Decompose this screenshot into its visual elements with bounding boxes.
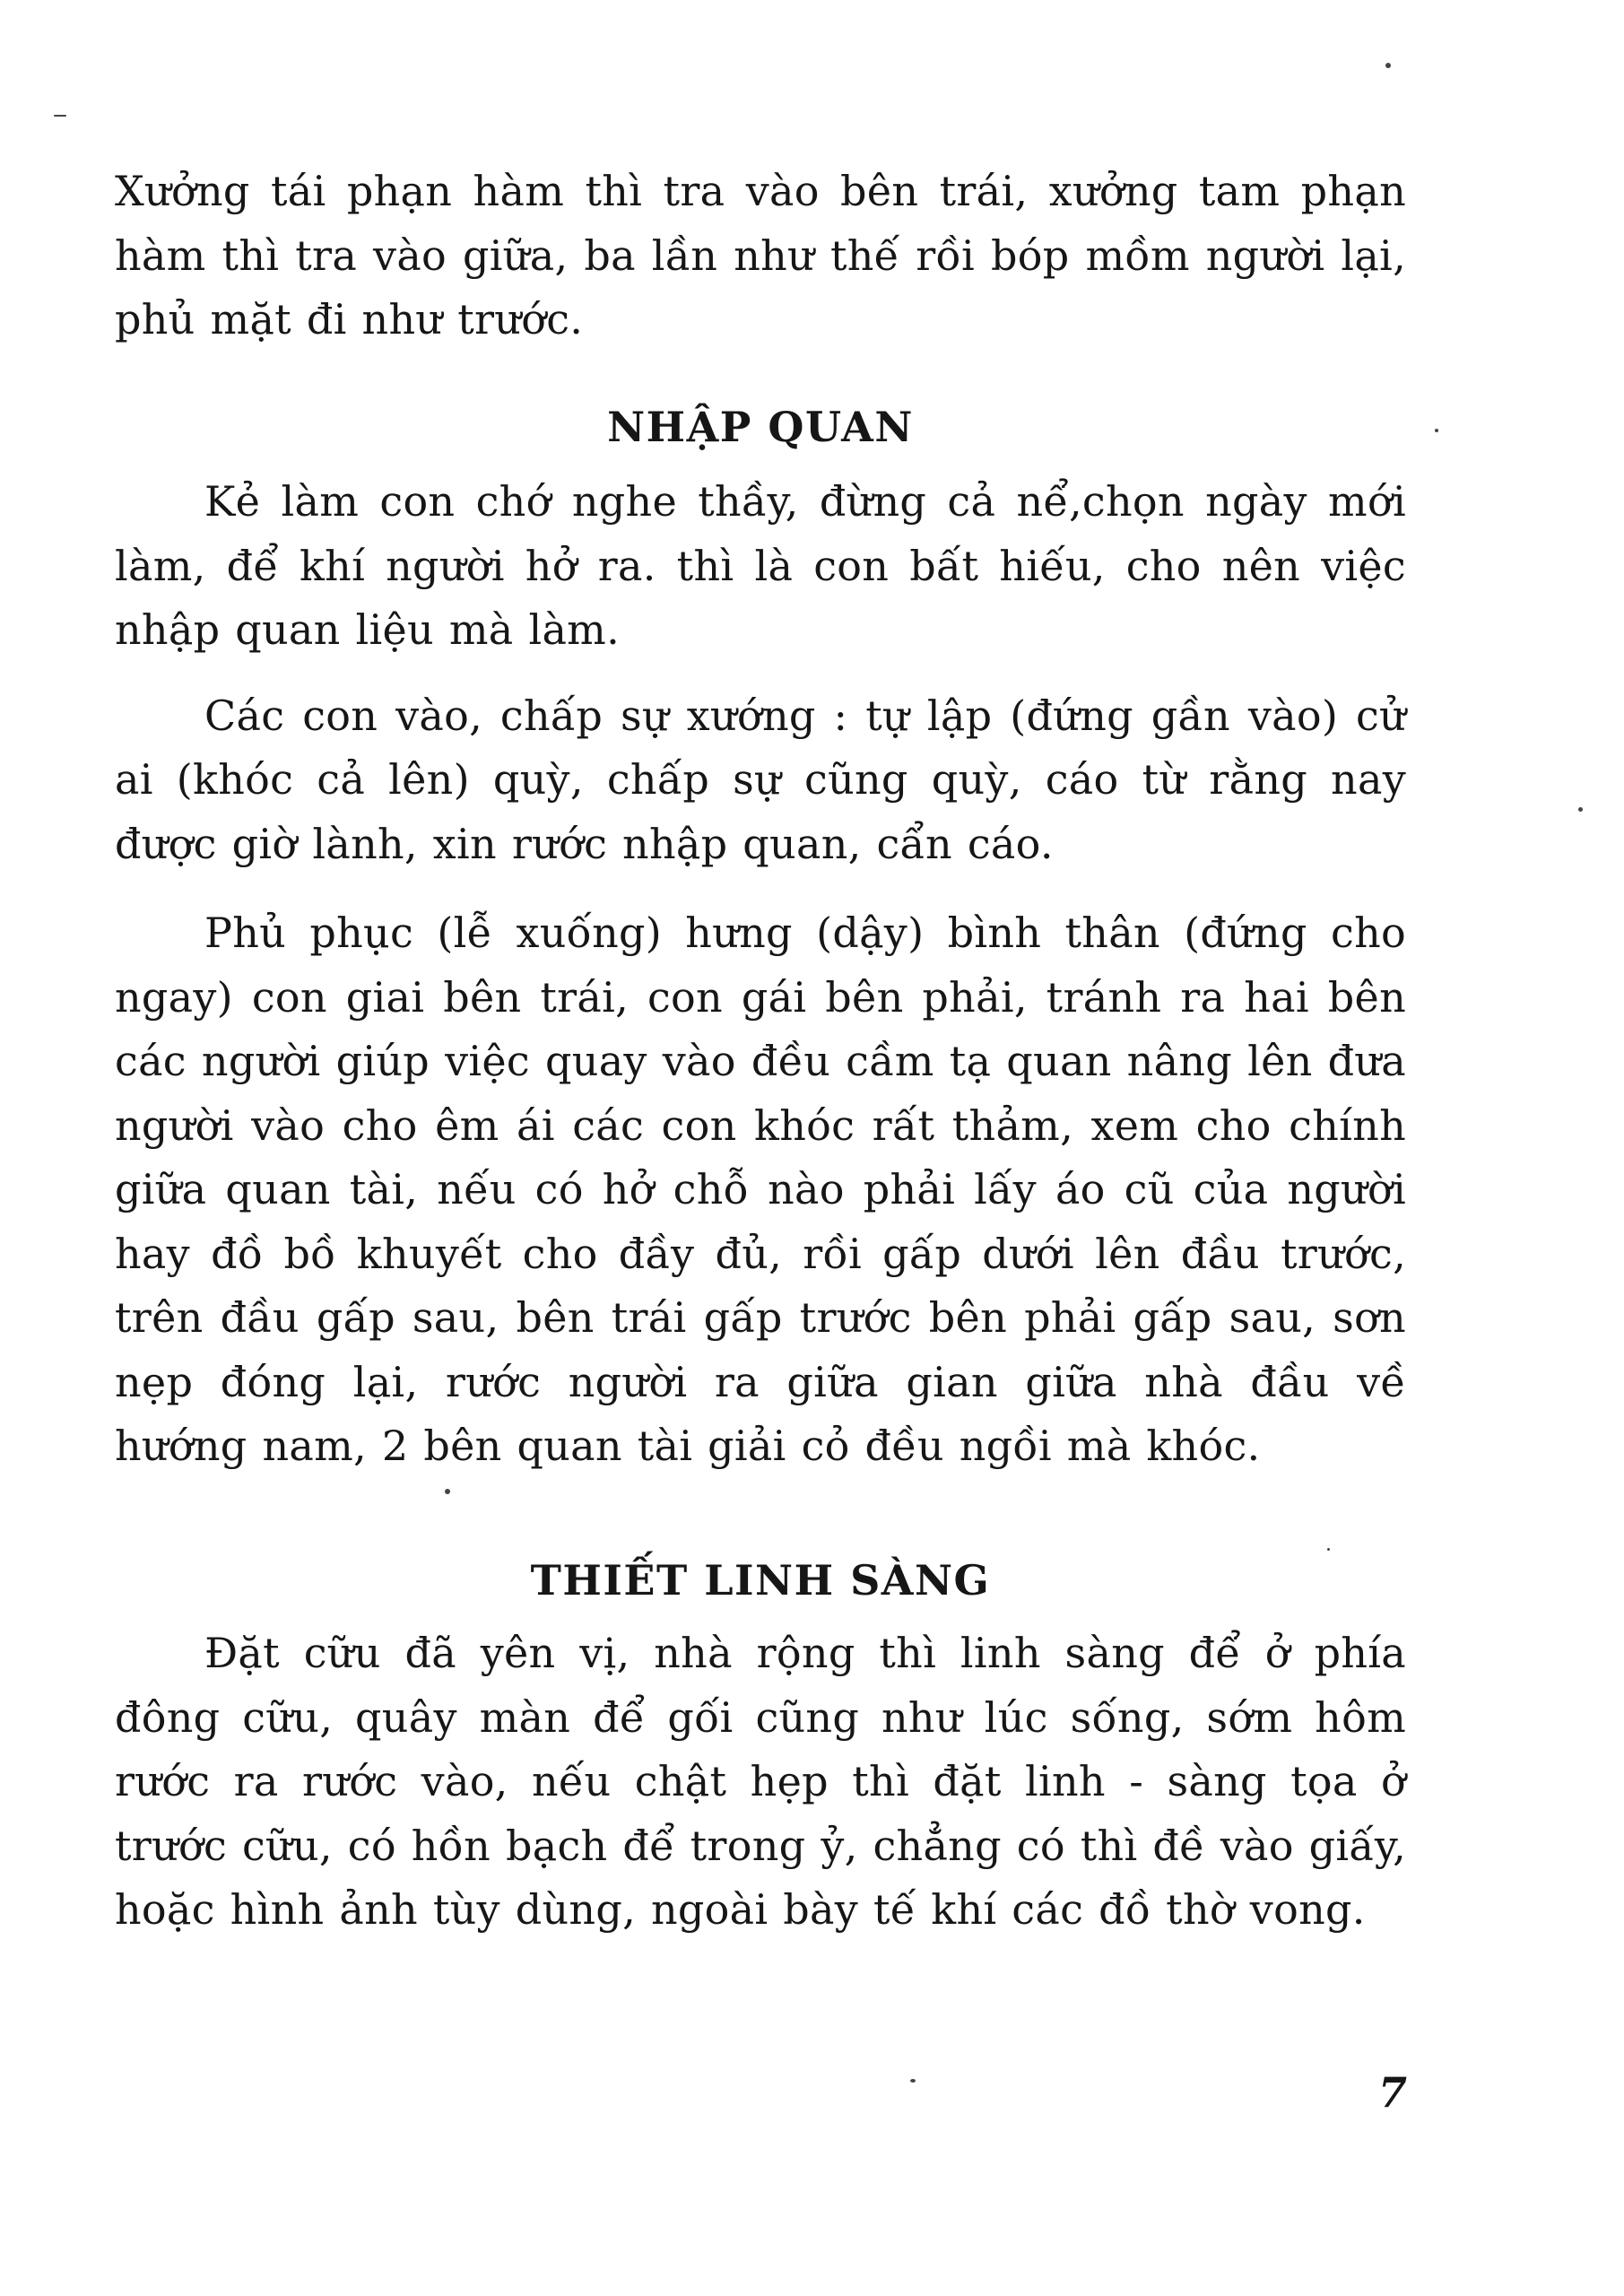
paragraph-dat-cuu: Đặt cữu đã yên vị, nhà rộng thì linh sàng để ở phía đông cữu, quây màn để gối cũng như lúc sống, sớm hôm rước ra rước vào, nếu chật hẹp thì đặt linh - sàng tọa ở trước cữu, có hồn bạch để trong ỷ, chẳng có thì đề vào giấy, hoặc hình ảnh tùy dùng, ngoài bày tế khí các đồ thờ vong. [115, 1629, 1406, 1934]
paragraph-cac-con-vao: Các con vào, chấp sự xướng : tự lập (đứng gần vào) cử ai (khóc cả lên) quỳ, chấp sự cũng quỳ, cáo từ rằng nay được giờ lành, xin rước nhập quan, cẩn cáo. [115, 691, 1406, 868]
scan-speck [445, 1489, 450, 1494]
heading-nhap-quan: NHẬP QUAN [607, 402, 914, 451]
paragraph-phu-phuc: Phủ phục (lễ xuống) hưng (dậy) bình thân (đứng cho ngay) con giai bên trái, con gái bên phải, tránh ra hai bên các người giúp việc quay vào đều cầm tạ quan nâng lên đưa người vào cho êm ái các con khóc rất thảm, xem cho chính giữa quan tài, nếu có hở chỗ nào phải lấy áo cũ của người hay đồ bồ khuyết cho đầy đủ, rồi gấp dưới lên đầu trước, trên đầu gấp sau, bên trái gấp trước bên phải gấp sau, sơn nẹp đóng lại, rước người ra giữa gian giữa nhà đầu về hướng nam, 2 bên quan tài giải cỏ đều ngồi mà khóc. [115, 909, 1406, 1470]
scan-speck [54, 115, 66, 117]
scan-speck [910, 2079, 916, 2083]
scan-speck [1578, 807, 1583, 812]
scan-speck [1327, 1548, 1330, 1551]
paragraph-phan-ham: Xưởng tái phạn hàm thì tra vào bên trái, xưởng tam phạn hàm thì tra vào giữa, ba lần như thế rồi bóp mồm người lại, phủ mặt đi như trước. [115, 167, 1406, 344]
page-number: 7 [1377, 2068, 1407, 2117]
page-content [115, 160, 1406, 1943]
heading-thiet-linh-sang: THIẾT LINH SÀNG [530, 1555, 991, 1605]
paragraph-ke-lam-con: Kẻ làm con chớ nghe thầy, đừng cả nể,chọn ngày mới làm, để khí người hở ra. thì là con bất hiếu, cho nên việc nhập quan liệu mà làm. [115, 477, 1406, 654]
scan-speck [1385, 63, 1391, 68]
scan-speck [1435, 429, 1438, 432]
